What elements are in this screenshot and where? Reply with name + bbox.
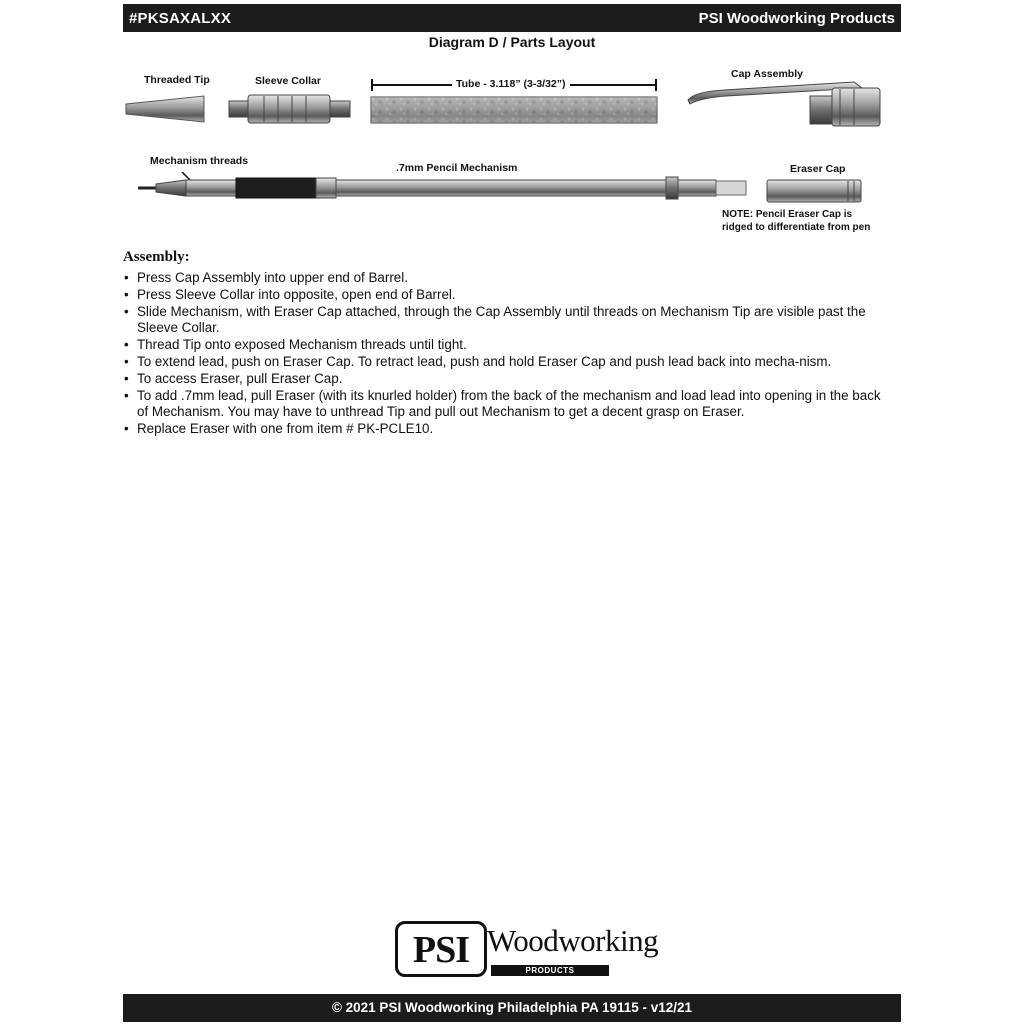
assembly-step: • To access Eraser, pull Eraser Cap. bbox=[123, 371, 883, 388]
tube-dimension-end-left bbox=[371, 79, 373, 91]
sleeve-collar-label: Sleeve Collar bbox=[255, 75, 321, 87]
eraser-cap-label: Eraser Cap bbox=[790, 163, 846, 175]
assembly-step: • Press Sleeve Collar into opposite, open end of Barrel. bbox=[123, 287, 883, 304]
threaded-tip-label: Threaded Tip bbox=[144, 74, 210, 86]
assembly-heading: Assembly: bbox=[123, 249, 190, 265]
tube-dimension-end-right bbox=[655, 79, 657, 91]
tube-image bbox=[370, 96, 660, 124]
footer-bar: © 2021 PSI Woodworking Philadelphia PA 19115 - v12/21 bbox=[123, 994, 901, 1022]
eraser-cap-note bbox=[722, 208, 870, 234]
assembly-step: • Replace Eraser with one from item # PK-PCLE10. bbox=[123, 421, 883, 438]
psi-woodworking-logo bbox=[395, 921, 659, 979]
note-line-1: NOTE: Pencil Eraser Cap is bbox=[722, 209, 853, 220]
brand-label: PSI Woodworking Products bbox=[698, 10, 895, 27]
eraser-cap-image bbox=[766, 178, 866, 204]
sku-label: #PKSAXALXX bbox=[129, 10, 232, 27]
mechanism-threads-label: Mechanism threads bbox=[150, 155, 249, 167]
cap-assembly-label: Cap Assembly bbox=[731, 68, 803, 80]
tube-dimension-label: Tube - 3.118” (3-3/32”) bbox=[452, 78, 570, 90]
logo-mark-box bbox=[395, 921, 487, 977]
logo-mark: PSI bbox=[412, 929, 470, 971]
assembly-step: • To add .7mm lead, pull Eraser (with its knurled holder) from the back of the mechanism and load lead into opening in the back of Mechanism. You may have to unthread Tip and pull out Mechanism to get a decent grasp on Eraser. bbox=[123, 388, 883, 422]
pencil-mechanism-image bbox=[136, 172, 756, 204]
assembly-steps bbox=[123, 270, 883, 438]
pencil-mechanism-label: .7mm Pencil Mechanism bbox=[396, 162, 518, 174]
diagram-title: Diagram D / Parts Layout bbox=[428, 34, 596, 50]
header-bar bbox=[123, 4, 901, 32]
cap-assembly-image bbox=[684, 78, 884, 128]
assembly-step: • Thread Tip onto exposed Mechanism threads until tight. bbox=[123, 337, 883, 354]
assembly-step: • Slide Mechanism, with Eraser Cap attached, through the Cap Assembly until threads on Mechanism Tip are visible past the Sleeve Collar. bbox=[123, 304, 883, 338]
assembly-step: • To extend lead, push on Eraser Cap. To retract lead, push and hold Eraser Cap and push lead back into mecha-nism. bbox=[123, 354, 883, 371]
sleeve-collar-image bbox=[228, 94, 352, 124]
assembly-section bbox=[123, 249, 883, 438]
logo-subtitle: PRODUCTS bbox=[491, 965, 609, 976]
note-line-2: ridged to differentiate from pen bbox=[722, 222, 871, 233]
assembly-step: • Press Cap Assembly into upper end of Barrel. bbox=[123, 270, 883, 287]
logo-wordmark: Woodworking bbox=[487, 923, 659, 958]
threaded-tip-image bbox=[124, 94, 208, 124]
